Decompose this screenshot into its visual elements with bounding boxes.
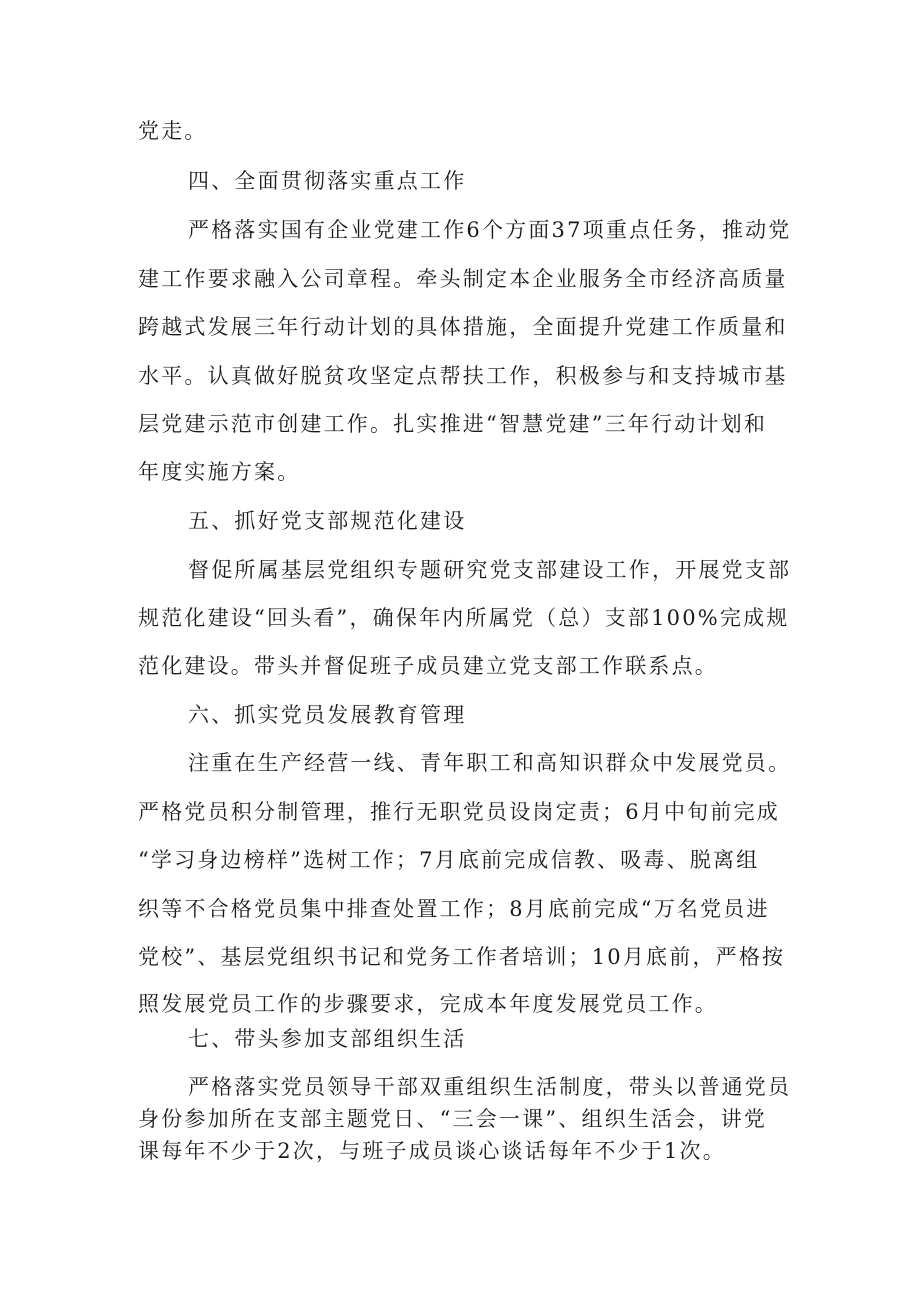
paragraph-line: 身份参加所在支部主题党日、“三会一课”、组织生活会，讲党 bbox=[138, 1107, 768, 1131]
paragraph-line: 范化建设。带头并督促班子成员建立党支部工作联系点。 bbox=[138, 654, 718, 678]
paragraph-line: 课每年不少于2次，与班子成员谈心谈话每年不少于1次。 bbox=[138, 1139, 726, 1163]
paragraph-line: 规范化建设“回头看”，确保年内所属党（总）支部100%完成规 bbox=[138, 606, 790, 630]
paragraph-line: 织等不合格党员集中排查处置工作；8月底前完成“万名党员进 bbox=[138, 897, 770, 921]
paragraph-line: 严格落实国有企业党建工作6个方面37项重点任务，推动党 bbox=[188, 218, 792, 242]
section-heading-4: 四、全面贯彻落实重点工作 bbox=[188, 169, 467, 193]
paragraph-line: 严格落实党员领导干部双重组织生活制度，带头以普通党员 bbox=[188, 1075, 792, 1099]
paragraph-line: 层党建示范市创建工作。扎实推进“智慧党建”三年行动计划和 bbox=[138, 412, 768, 436]
paragraph-line: 照发展党员工作的步骤要求，完成本年度发展党员工作。 bbox=[138, 992, 718, 1016]
section-heading-5: 五、抓好党支部规范化建设 bbox=[188, 509, 467, 533]
section-heading-6: 六、抓实党员发展教育管理 bbox=[188, 703, 467, 727]
paragraph-line: 注重在生产经营一线、青年职工和高知识群众中发展党员。 bbox=[188, 751, 792, 775]
paragraph-line: 年度实施方案。 bbox=[138, 460, 301, 484]
paragraph-continuation: 党走。 bbox=[138, 119, 208, 143]
paragraph-line: 严格党员积分制管理，推行无职党员设岗定责；6月中旬前完成 bbox=[138, 800, 780, 824]
paragraph-line: 党校”、基层党组织书记和党务工作者培训；10月底前，严格按 bbox=[138, 945, 786, 969]
paragraph-line: 跨越式发展三年行动计划的具体措施，全面提升党建工作质量和 bbox=[138, 315, 788, 339]
paragraph-line: 建工作要求融入公司章程。牵头制定本企业服务全市经济高质量 bbox=[138, 267, 788, 291]
paragraph-line: 督促所属基层党组织专题研究党支部建设工作，开展党支部 bbox=[188, 558, 792, 582]
paragraph-line: “学习身边榜样”选树工作；7月底前完成信教、吸毒、脱离组 bbox=[138, 848, 760, 872]
paragraph-line: 水平。认真做好脱贫攻坚定点帮扶工作，积极参与和支持城市基 bbox=[138, 364, 788, 388]
section-heading-7: 七、带头参加支部组织生活 bbox=[188, 1027, 467, 1051]
